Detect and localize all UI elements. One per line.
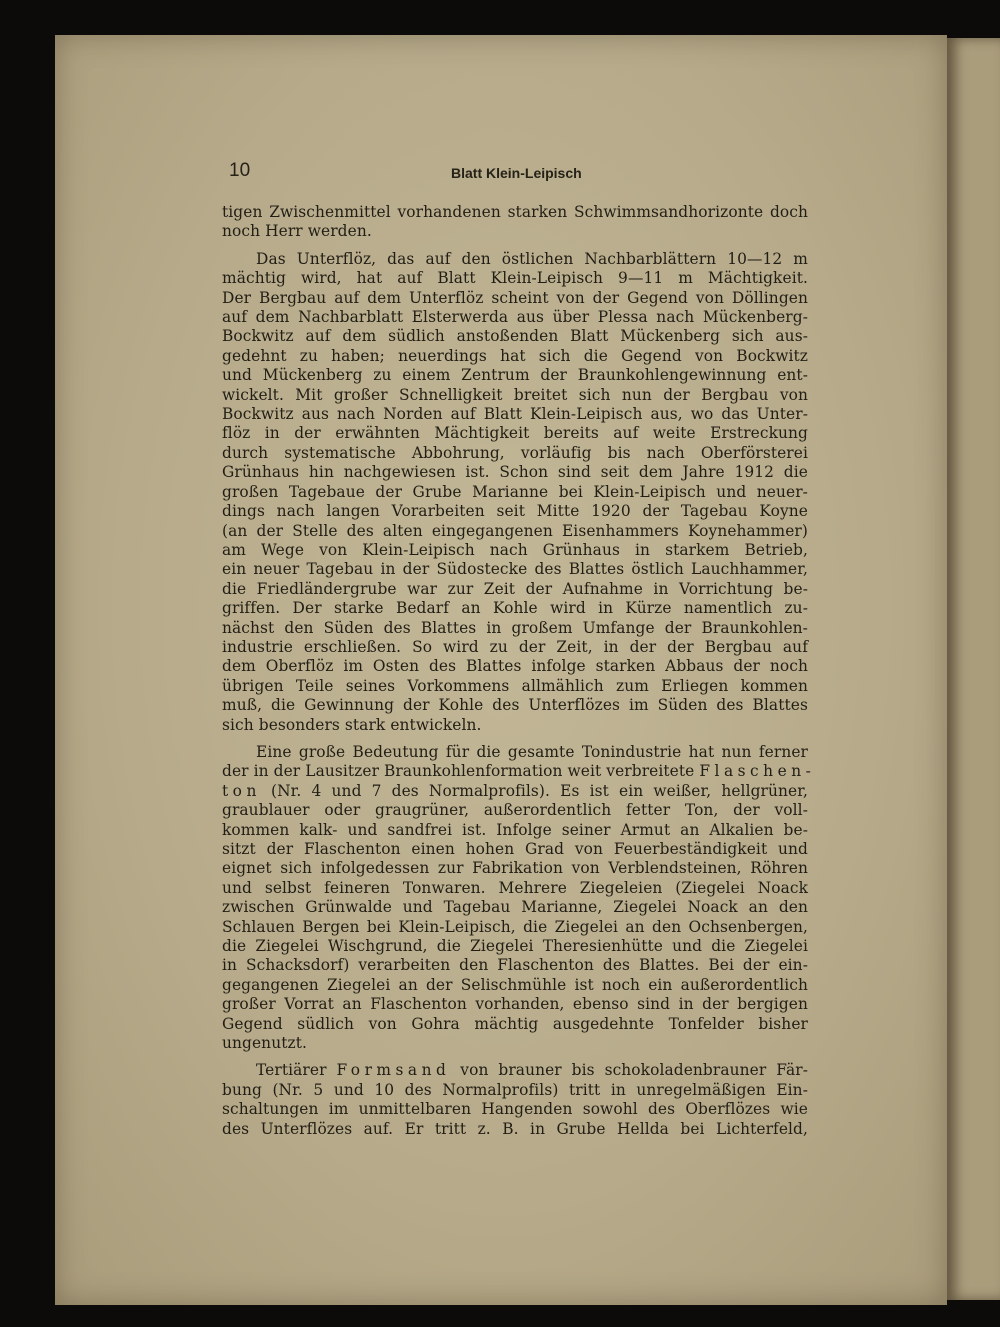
- text-line: Gegend südlich von Gohra mächtig ausgedehnte Tonfelder bisher: [222, 1014, 808, 1033]
- text-line: muß, die Gewinnung der Kohle des Unterflözes im Süden des Blattes: [222, 696, 808, 715]
- body-text: [222, 203, 816, 1139]
- text-line: in Schacksdorf) verarbeiten den Flaschenton des Blattes. Bei der ein-: [222, 956, 808, 975]
- text-line: noch Herr werden.: [222, 222, 372, 241]
- text-line: nächst den Süden des Blattes in großem Umfange der Braunkohlen-: [222, 618, 808, 637]
- text-line: bung (Nr. 5 und 10 des Normalprofils) tritt in unregelmäßigen Ein-: [222, 1080, 808, 1099]
- text-line: der in der Lausitzer Braunkohlenformation weit verbreitete Flaschen-: [222, 762, 816, 781]
- page-header: [229, 160, 809, 188]
- text-line: graublauer oder graugrüner, außerordentlich fetter Ton, der voll-: [222, 801, 808, 820]
- spaced-term: ton: [222, 781, 261, 800]
- text-line: großer Vorrat an Flaschenton vorhanden, ebenso sind in der bergigen: [222, 995, 808, 1014]
- text-line: schaltungen im unmittelbaren Hangenden sowohl des Oberflözes wie: [222, 1100, 808, 1119]
- text-line: und Mückenberg zu einem Zentrum der Braunkohlengewinnung ent-: [222, 366, 808, 385]
- text-line: wickelt. Mit großer Schnelligkeit breitet sich nun der Bergbau von: [222, 385, 808, 404]
- text-line: ton (Nr. 4 und 7 des Normalprofils). Es ist ein weißer, hellgrüner,: [222, 781, 808, 800]
- text-line: großen Tagebaue der Grube Marianne bei Klein-Leipisch und neuer-: [222, 482, 808, 501]
- text-line: (an der Stelle des alten eingegangenen Eisenhammers Koynehammer): [222, 521, 808, 540]
- text-line: und selbst feineren Tonwaren. Mehrere Ziegeleien (Ziegelei Noack: [222, 878, 808, 897]
- paragraph-3: [222, 742, 816, 1054]
- text-line: die Friedländergrube war zur Zeit der Aufnahme in Vorrichtung be-: [222, 579, 808, 598]
- text-line: kommen kalk- und sandfrei ist. Infolge seiner Armut an Alkalien be-: [222, 820, 808, 839]
- text-line: flöz in der erwähnten Mächtigkeit bereits auf weite Erstreckung: [222, 424, 808, 443]
- text-line: tigen Zwischenmittel vorhandenen starken Schwimmsandhorizonte doch: [222, 203, 808, 221]
- text-line: Grünhaus hin nachgewiesen ist. Schon sind seit dem Jahre 1912 die: [222, 463, 808, 482]
- text-line: eignet sich infolgedessen zur Fabrikation von Verblendsteinen, Röhren: [222, 859, 808, 878]
- text-line: griffen. Der starke Bedarf an Kohle wird in Kürze namentlich zu-: [222, 599, 808, 618]
- text-line: Bockwitz aus nach Norden auf Blatt Klein-Leipisch aus, wo das Unter-: [222, 405, 808, 424]
- text-line: zwischen Grünwalde und Tagebau Marianne, Ziegelei Noack an den: [222, 898, 808, 917]
- text-line: industrie erschließen. So wird zu der Zeit, in der der Bergbau auf: [222, 637, 808, 656]
- text-line: durch systematische Abbohrung, vorläufig bis nach Oberförsterei: [222, 443, 808, 462]
- text-line: Bockwitz auf dem südlich anstoßenden Blatt Mückenberg sich aus-: [222, 327, 808, 346]
- text-line: mächtig wird, hat auf Blatt Klein-Leipisch 9—11 m Mächtigkeit.: [222, 269, 808, 288]
- text-line: sitzt der Flaschenton einen hohen Grad von Feuerbeständigkeit und: [222, 840, 808, 858]
- paragraph-4: [222, 1061, 808, 1139]
- text-line: gegangenen Ziegelei an der Selischmühle ist noch ein außerordentlich: [222, 975, 808, 994]
- text-line: auf dem Nachbarblatt Elsterwerda aus über Plessa nach Mückenberg-: [222, 308, 808, 327]
- paragraph-1: [222, 203, 808, 242]
- text-line: dem Oberflöz im Osten des Blattes infolge starken Abbaus der noch: [222, 657, 808, 676]
- spaced-term: Formsand: [336, 1061, 451, 1080]
- text-line: ein neuer Tagebau in der Südostecke des Blattes östlich Lauchhammer,: [222, 560, 808, 579]
- spaced-term: Flaschen-: [699, 762, 816, 781]
- text-line: Schlauen Bergen bei Klein-Leipisch, die Ziegelei an den Ochsenbergen,: [222, 917, 808, 936]
- text-line: übrigen Teile seines Vorkommens allmählich zum Erliegen kommen: [222, 676, 808, 695]
- text-line: des Unterflözes auf. Er tritt z. B. in Grube Hellda bei Lichterfeld,: [222, 1119, 808, 1138]
- text-line: die Ziegelei Wischgrund, die Ziegelei Theresienhütte und die Ziegelei: [222, 937, 808, 956]
- text-line: Eine große Bedeutung für die gesamte Tonindustrie hat nun ferner: [256, 742, 808, 761]
- text-line: Das Unterflöz, das auf den östlichen Nachbarblättern 10—12 m: [256, 249, 808, 268]
- text-line: am Wege von Klein-Leipisch nach Grünhaus in starkem Betrieb,: [222, 540, 808, 559]
- text-line: Tertiärer Formsand von brauner bis schokoladenbrauner Fär-: [256, 1061, 808, 1080]
- adjacent-page-edge: [947, 38, 1000, 1300]
- text-line: ungenutzt.: [222, 1034, 307, 1053]
- page-number: 10: [229, 160, 251, 181]
- running-title: Blatt Klein-Leipisch: [451, 165, 582, 181]
- text-line: Der Bergbau auf dem Unterflöz scheint von der Gegend von Döllingen: [222, 288, 808, 307]
- text-line: gedehnt zu haben; neuerdings hat sich die Gegend von Bockwitz: [222, 346, 808, 365]
- paragraph-2: [222, 250, 808, 735]
- text-line: sich besonders stark entwickeln.: [222, 715, 482, 734]
- text-line: dings nach langen Vorarbeiten seit Mitte 1920 der Tagebau Koyne: [222, 502, 808, 521]
